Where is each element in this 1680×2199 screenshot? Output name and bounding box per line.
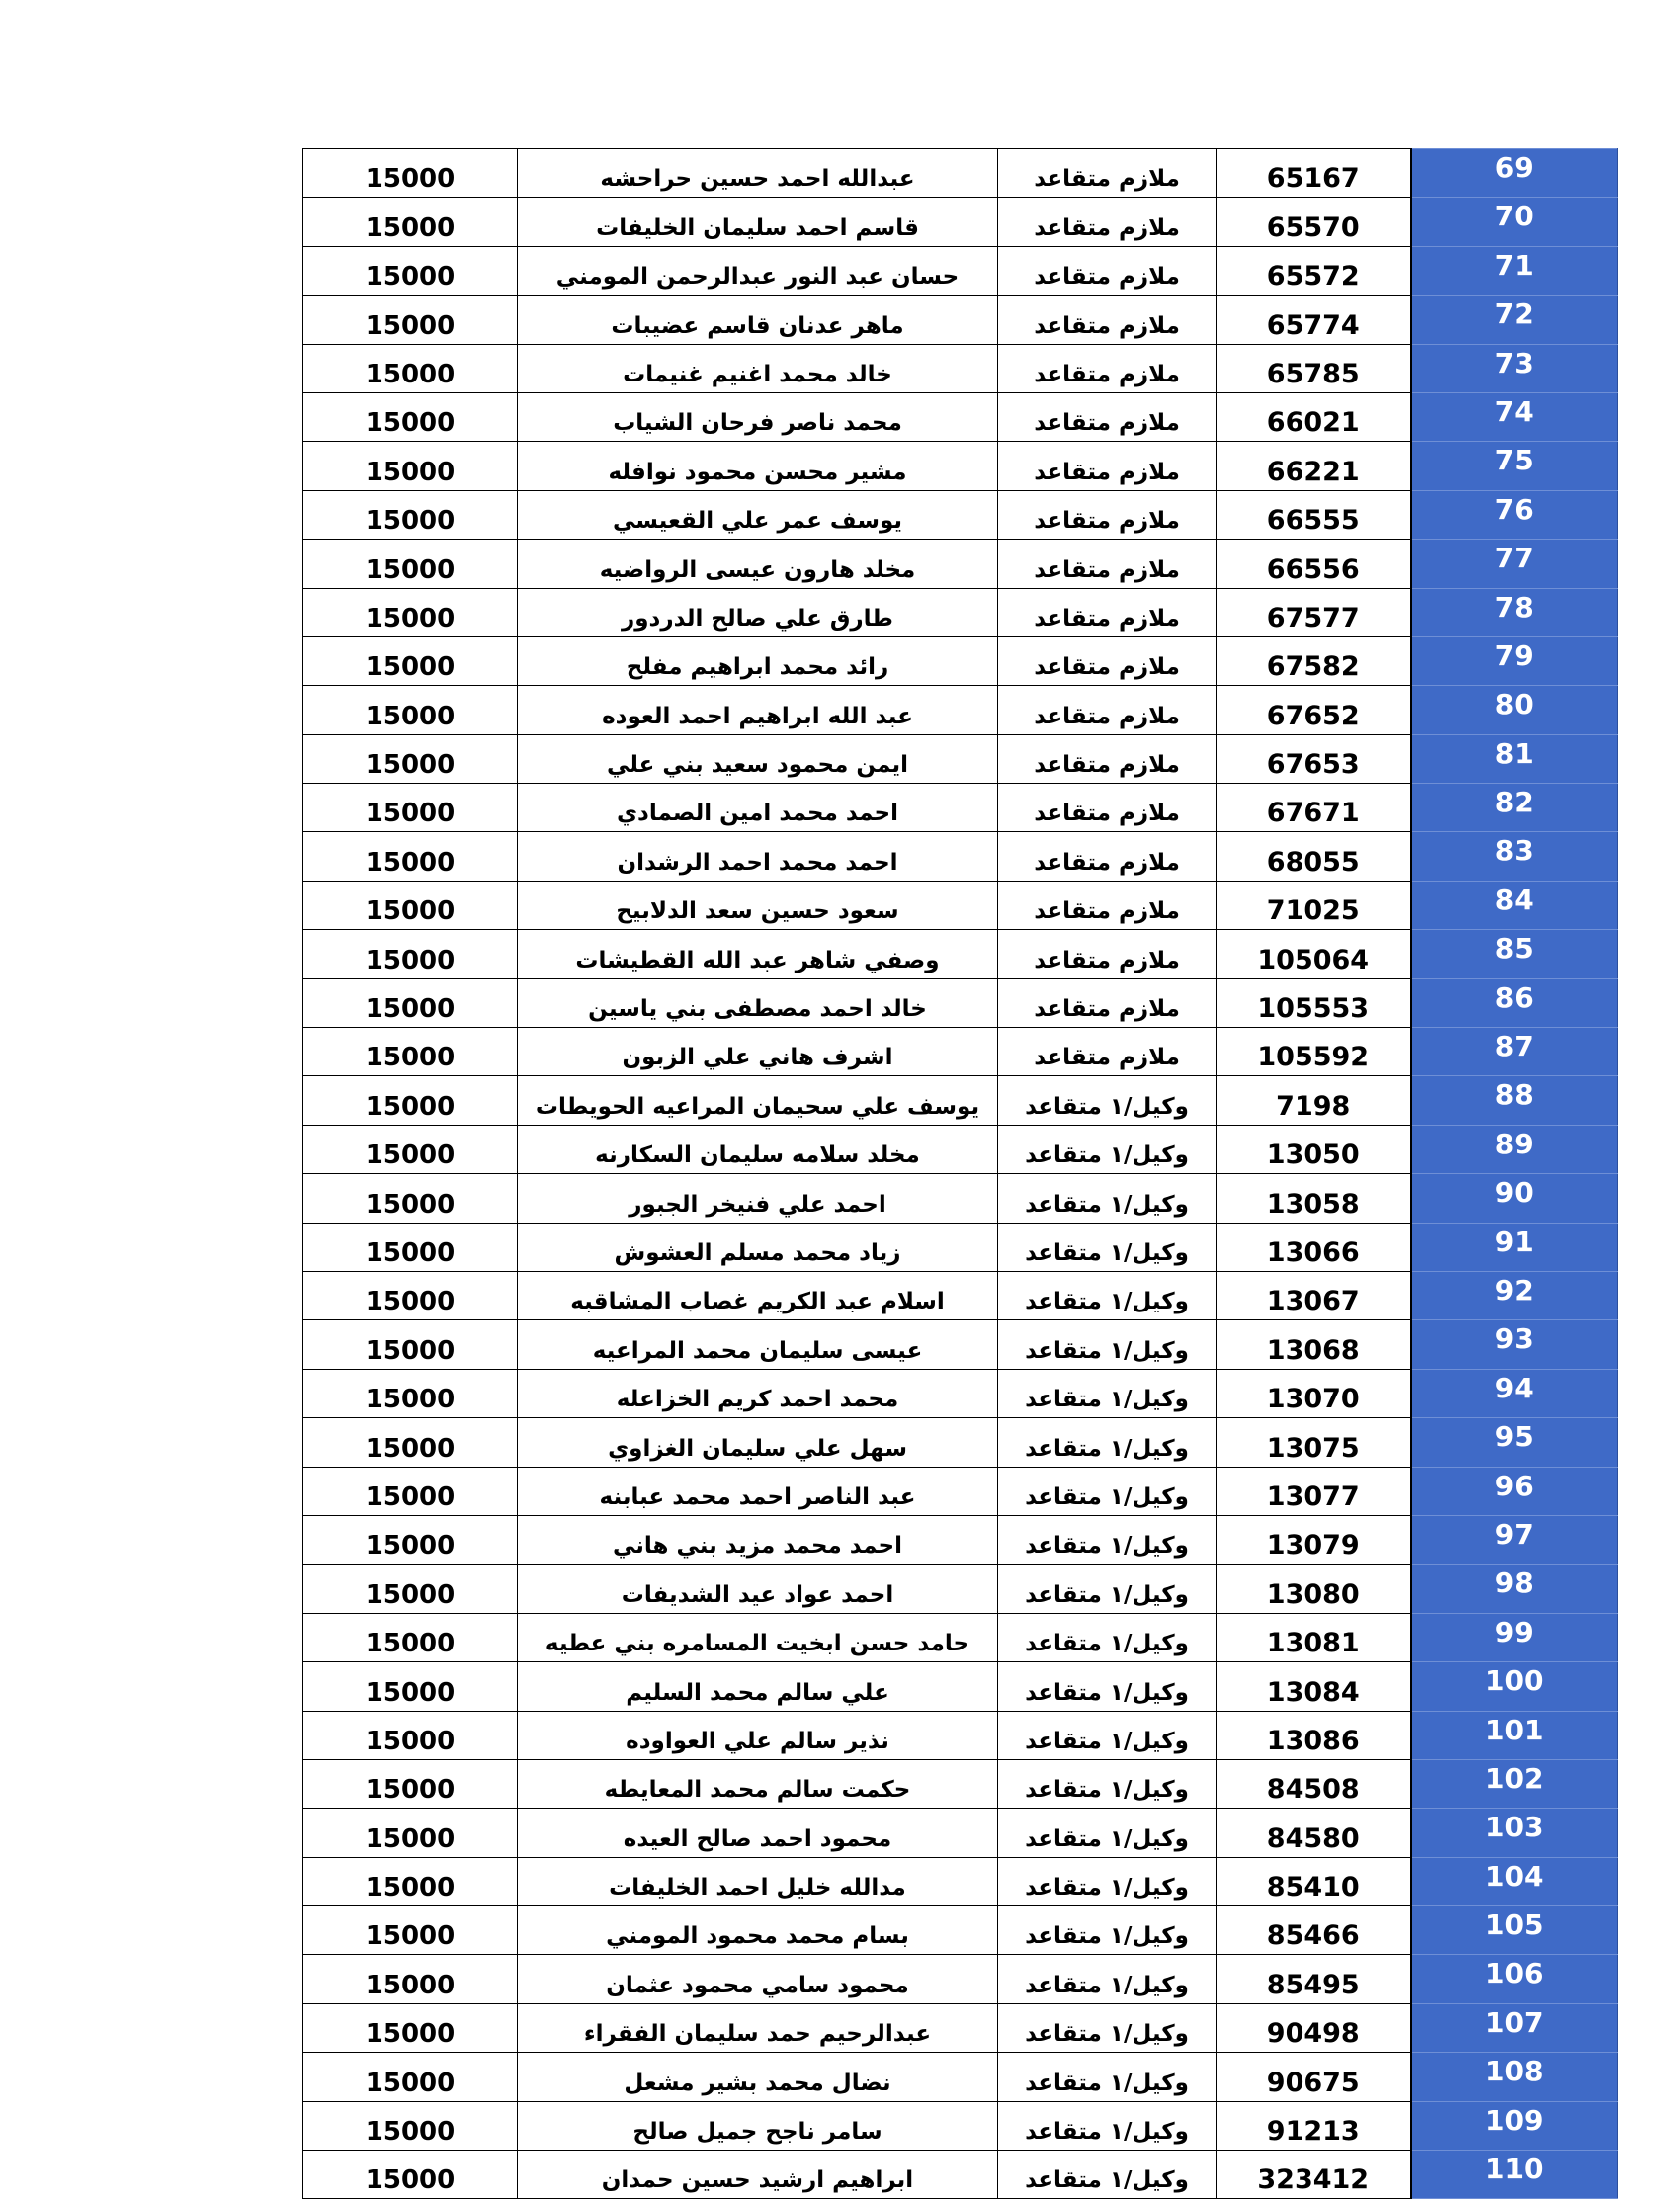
- rank-cell: ملازم متقاعد: [998, 734, 1217, 783]
- military-number-cell: 67582: [1217, 636, 1411, 685]
- table-row: [303, 1271, 1618, 1319]
- sequence-number-cell: 89: [1411, 1125, 1618, 1173]
- amount-cell: 15000: [303, 1906, 518, 1955]
- amount-cell: 15000: [303, 978, 518, 1027]
- military-number-cell: 105592: [1217, 1028, 1411, 1076]
- name-cell: مخلد هارون عيسى الرواضيه: [518, 540, 998, 588]
- rank-cell: وكيل/١ متقاعد: [998, 1955, 1217, 2003]
- sequence-number-cell: 96: [1411, 1467, 1618, 1515]
- amount-cell: 15000: [303, 686, 518, 734]
- amount-cell: 15000: [303, 344, 518, 392]
- name-cell: سهل علي سليمان الغزاوي: [518, 1418, 998, 1467]
- name-cell: محمود احمد صالح العيده: [518, 1809, 998, 1857]
- sequence-number-cell: 102: [1411, 1759, 1618, 1808]
- amount-cell: 15000: [303, 2053, 518, 2101]
- amount-cell: 15000: [303, 832, 518, 881]
- sequence-number-cell: 78: [1411, 588, 1618, 636]
- amount-cell: 15000: [303, 1955, 518, 2003]
- sequence-number-cell: 101: [1411, 1711, 1618, 1759]
- sequence-number-cell: 71: [1411, 246, 1618, 295]
- amount-cell: 15000: [303, 392, 518, 441]
- table-row: [303, 686, 1618, 734]
- military-number-cell: 105553: [1217, 978, 1411, 1027]
- rank-cell: وكيل/١ متقاعد: [998, 1174, 1217, 1223]
- sequence-number-cell: 100: [1411, 1662, 1618, 1711]
- amount-cell: 15000: [303, 198, 518, 246]
- sequence-number-cell: 81: [1411, 734, 1618, 783]
- amount-cell: 15000: [303, 1369, 518, 1417]
- table-row: [303, 1320, 1618, 1369]
- rank-cell: ملازم متقاعد: [998, 296, 1217, 344]
- amount-cell: 15000: [303, 490, 518, 539]
- sequence-number-cell: 73: [1411, 344, 1618, 392]
- sequence-number-cell: 109: [1411, 2101, 1618, 2150]
- table-row: [303, 1857, 1618, 1905]
- rank-cell: ملازم متقاعد: [998, 881, 1217, 929]
- table-row: [303, 149, 1618, 198]
- name-cell: محمد ناصر فرحان الشياب: [518, 392, 998, 441]
- rank-cell: وكيل/١ متقاعد: [998, 2003, 1217, 2052]
- table-row: [303, 1467, 1618, 1515]
- retirees-table: [302, 148, 1618, 2199]
- name-cell: اسلام عبد الكريم غصاب المشاقبه: [518, 1271, 998, 1319]
- name-cell: علي سالم محمد السليم: [518, 1662, 998, 1711]
- table-row: [303, 1613, 1618, 1661]
- table-row: [303, 392, 1618, 441]
- rank-cell: ملازم متقاعد: [998, 344, 1217, 392]
- name-cell: مدالله خليل احمد الخليفات: [518, 1857, 998, 1905]
- table-row: [303, 1711, 1618, 1759]
- name-cell: نذير سالم علي العواوده: [518, 1711, 998, 1759]
- table-row: [303, 490, 1618, 539]
- table-row: [303, 1125, 1618, 1173]
- military-number-cell: 323412: [1217, 2151, 1411, 2199]
- table-row: [303, 784, 1618, 832]
- sequence-number-cell: 76: [1411, 490, 1618, 539]
- military-number-cell: 13066: [1217, 1223, 1411, 1271]
- military-number-cell: 65570: [1217, 198, 1411, 246]
- sequence-number-cell: 83: [1411, 832, 1618, 881]
- sequence-number-cell: 79: [1411, 636, 1618, 685]
- military-number-cell: 66021: [1217, 392, 1411, 441]
- name-cell: عبد الله ابراهيم احمد العوده: [518, 686, 998, 734]
- rank-cell: ملازم متقاعد: [998, 442, 1217, 490]
- retirees-table-body: [303, 149, 1618, 2199]
- rank-cell: وكيل/١ متقاعد: [998, 1467, 1217, 1515]
- military-number-cell: 84580: [1217, 1809, 1411, 1857]
- sequence-number-cell: 77: [1411, 540, 1618, 588]
- military-number-cell: 71025: [1217, 881, 1411, 929]
- table-row: [303, 296, 1618, 344]
- rank-cell: ملازم متقاعد: [998, 588, 1217, 636]
- table-row: [303, 540, 1618, 588]
- amount-cell: 15000: [303, 1467, 518, 1515]
- sequence-number-cell: 88: [1411, 1076, 1618, 1125]
- name-cell: محمد احمد كريم الخزاعله: [518, 1369, 998, 1417]
- rank-cell: وكيل/١ متقاعد: [998, 1271, 1217, 1319]
- name-cell: خالد محمد اغنيم غنيمات: [518, 344, 998, 392]
- sequence-number-cell: 97: [1411, 1515, 1618, 1564]
- rank-cell: وكيل/١ متقاعد: [998, 1223, 1217, 1271]
- name-cell: ايمن محمود سعيد بني علي: [518, 734, 998, 783]
- sequence-number-cell: 99: [1411, 1613, 1618, 1661]
- military-number-cell: 67653: [1217, 734, 1411, 783]
- sequence-number-cell: 87: [1411, 1028, 1618, 1076]
- table-row: [303, 198, 1618, 246]
- amount-cell: 15000: [303, 636, 518, 685]
- rank-cell: ملازم متقاعد: [998, 490, 1217, 539]
- rank-cell: ملازم متقاعد: [998, 978, 1217, 1027]
- name-cell: يوسف عمر علي القعيسي: [518, 490, 998, 539]
- military-number-cell: 13068: [1217, 1320, 1411, 1369]
- table-row: [303, 832, 1618, 881]
- name-cell: قاسم احمد سليمان الخليفات: [518, 198, 998, 246]
- rank-cell: ملازم متقاعد: [998, 198, 1217, 246]
- amount-cell: 15000: [303, 784, 518, 832]
- name-cell: ابراهيم ارشيد حسين حمدان: [518, 2151, 998, 2199]
- military-number-cell: 13079: [1217, 1515, 1411, 1564]
- name-cell: حامد حسن ابخيت المسامره بني عطيه: [518, 1613, 998, 1661]
- amount-cell: 15000: [303, 1662, 518, 1711]
- rank-cell: ملازم متقاعد: [998, 392, 1217, 441]
- table-row: [303, 734, 1618, 783]
- amount-cell: 15000: [303, 1174, 518, 1223]
- rank-cell: ملازم متقاعد: [998, 540, 1217, 588]
- amount-cell: 15000: [303, 1857, 518, 1905]
- name-cell: احمد محمد احمد الرشدان: [518, 832, 998, 881]
- sequence-number-cell: 110: [1411, 2151, 1618, 2199]
- military-number-cell: 67652: [1217, 686, 1411, 734]
- rank-cell: وكيل/١ متقاعد: [998, 1369, 1217, 1417]
- military-number-cell: 67577: [1217, 588, 1411, 636]
- rank-cell: وكيل/١ متقاعد: [998, 1906, 1217, 1955]
- rank-cell: وكيل/١ متقاعد: [998, 1711, 1217, 1759]
- amount-cell: 15000: [303, 1125, 518, 1173]
- amount-cell: 15000: [303, 442, 518, 490]
- name-cell: عبدالرحيم حمد سليمان الفقراء: [518, 2003, 998, 2052]
- amount-cell: 15000: [303, 1565, 518, 1613]
- amount-cell: 15000: [303, 540, 518, 588]
- military-number-cell: 13075: [1217, 1418, 1411, 1467]
- amount-cell: 15000: [303, 588, 518, 636]
- amount-cell: 15000: [303, 1515, 518, 1564]
- sequence-number-cell: 91: [1411, 1223, 1618, 1271]
- amount-cell: 15000: [303, 2151, 518, 2199]
- name-cell: عيسى سليمان محمد المراعيه: [518, 1320, 998, 1369]
- name-cell: مشير محسن محمود نوافله: [518, 442, 998, 490]
- military-number-cell: 65774: [1217, 296, 1411, 344]
- table-row: [303, 1759, 1618, 1808]
- military-number-cell: 91213: [1217, 2101, 1411, 2150]
- sequence-number-cell: 105: [1411, 1906, 1618, 1955]
- military-number-cell: 90498: [1217, 2003, 1411, 2052]
- name-cell: زياد محمد مسلم العشوش: [518, 1223, 998, 1271]
- sequence-number-cell: 90: [1411, 1174, 1618, 1223]
- military-number-cell: 66556: [1217, 540, 1411, 588]
- rank-cell: وكيل/١ متقاعد: [998, 1565, 1217, 1613]
- rank-cell: وكيل/١ متقاعد: [998, 2053, 1217, 2101]
- table-row: [303, 1565, 1618, 1613]
- table-row: [303, 2053, 1618, 2101]
- rank-cell: وكيل/١ متقاعد: [998, 2101, 1217, 2150]
- table-row: [303, 1515, 1618, 1564]
- name-cell: رائد محمد ابراهيم مفلح: [518, 636, 998, 685]
- name-cell: احمد عواد عيد الشديفات: [518, 1565, 998, 1613]
- rank-cell: ملازم متقاعد: [998, 1028, 1217, 1076]
- amount-cell: 15000: [303, 246, 518, 295]
- rank-cell: ملازم متقاعد: [998, 246, 1217, 295]
- name-cell: يوسف علي سحيمان المراعيه الحويطات: [518, 1076, 998, 1125]
- table-row: [303, 2003, 1618, 2052]
- amount-cell: 15000: [303, 1711, 518, 1759]
- rank-cell: وكيل/١ متقاعد: [998, 1515, 1217, 1564]
- table-row: [303, 1809, 1618, 1857]
- name-cell: خالد احمد مصطفى بني ياسين: [518, 978, 998, 1027]
- name-cell: احمد علي فنيخر الجبور: [518, 1174, 998, 1223]
- name-cell: عبد الناصر احمد محمد عبابنه: [518, 1467, 998, 1515]
- military-number-cell: 13070: [1217, 1369, 1411, 1417]
- amount-cell: 15000: [303, 1076, 518, 1125]
- name-cell: حسان عبد النور عبدالرحمن المومني: [518, 246, 998, 295]
- military-number-cell: 66555: [1217, 490, 1411, 539]
- amount-cell: 15000: [303, 1613, 518, 1661]
- amount-cell: 15000: [303, 2101, 518, 2150]
- table-row: [303, 2101, 1618, 2150]
- table-row: [303, 1223, 1618, 1271]
- name-cell: بسام محمد محمود المومني: [518, 1906, 998, 1955]
- rank-cell: وكيل/١ متقاعد: [998, 1857, 1217, 1905]
- amount-cell: 15000: [303, 881, 518, 929]
- military-number-cell: 105064: [1217, 930, 1411, 978]
- name-cell: اشرف هاني علي الزبون: [518, 1028, 998, 1076]
- military-number-cell: 13081: [1217, 1613, 1411, 1661]
- table-row: [303, 1662, 1618, 1711]
- table-row: [303, 881, 1618, 929]
- amount-cell: 15000: [303, 2003, 518, 2052]
- rank-cell: ملازم متقاعد: [998, 832, 1217, 881]
- rank-cell: وكيل/١ متقاعد: [998, 1418, 1217, 1467]
- rank-cell: ملازم متقاعد: [998, 636, 1217, 685]
- sequence-number-cell: 92: [1411, 1271, 1618, 1319]
- amount-cell: 15000: [303, 1759, 518, 1808]
- military-number-cell: 66221: [1217, 442, 1411, 490]
- amount-cell: 15000: [303, 930, 518, 978]
- rank-cell: ملازم متقاعد: [998, 686, 1217, 734]
- military-number-cell: 65572: [1217, 246, 1411, 295]
- rank-cell: ملازم متقاعد: [998, 930, 1217, 978]
- military-number-cell: 85466: [1217, 1906, 1411, 1955]
- name-cell: احمد محمد مزيد بني هاني: [518, 1515, 998, 1564]
- table-row: [303, 1174, 1618, 1223]
- amount-cell: 15000: [303, 1809, 518, 1857]
- table-row: [303, 1076, 1618, 1125]
- name-cell: عبدالله احمد حسين حراحشه: [518, 149, 998, 198]
- sequence-number-cell: 75: [1411, 442, 1618, 490]
- sequence-number-cell: 103: [1411, 1809, 1618, 1857]
- sequence-number-cell: 84: [1411, 881, 1618, 929]
- military-number-cell: 13077: [1217, 1467, 1411, 1515]
- amount-cell: 15000: [303, 734, 518, 783]
- military-number-cell: 90675: [1217, 2053, 1411, 2101]
- military-number-cell: 13080: [1217, 1565, 1411, 1613]
- name-cell: مخلد سلامه سليمان السكارنه: [518, 1125, 998, 1173]
- military-number-cell: 65785: [1217, 344, 1411, 392]
- name-cell: سامر ناجح جميل صالح: [518, 2101, 998, 2150]
- sequence-number-cell: 108: [1411, 2053, 1618, 2101]
- amount-cell: 15000: [303, 1223, 518, 1271]
- rank-cell: وكيل/١ متقاعد: [998, 1809, 1217, 1857]
- military-number-cell: 13084: [1217, 1662, 1411, 1711]
- military-number-cell: 7198: [1217, 1076, 1411, 1125]
- name-cell: نضال محمد بشير مشعل: [518, 2053, 998, 2101]
- sequence-number-cell: 86: [1411, 978, 1618, 1027]
- sequence-number-cell: 85: [1411, 930, 1618, 978]
- sequence-number-cell: 106: [1411, 1955, 1618, 2003]
- rank-cell: وكيل/١ متقاعد: [998, 1662, 1217, 1711]
- name-cell: احمد محمد امين الصمادي: [518, 784, 998, 832]
- table-row: [303, 588, 1618, 636]
- rank-cell: وكيل/١ متقاعد: [998, 1076, 1217, 1125]
- table-row: [303, 930, 1618, 978]
- name-cell: ماهر عدنان قاسم عضيبات: [518, 296, 998, 344]
- table-row: [303, 344, 1618, 392]
- sequence-number-cell: 74: [1411, 392, 1618, 441]
- name-cell: سعود حسين سعد الدلابيح: [518, 881, 998, 929]
- table-row: [303, 1028, 1618, 1076]
- table-row: [303, 1955, 1618, 2003]
- rank-cell: وكيل/١ متقاعد: [998, 1759, 1217, 1808]
- table-row: [303, 442, 1618, 490]
- military-number-cell: 65167: [1217, 149, 1411, 198]
- sequence-number-cell: 107: [1411, 2003, 1618, 2052]
- military-number-cell: 13058: [1217, 1174, 1411, 1223]
- rank-cell: وكيل/١ متقاعد: [998, 1320, 1217, 1369]
- sequence-number-cell: 94: [1411, 1369, 1618, 1417]
- rank-cell: وكيل/١ متقاعد: [998, 2151, 1217, 2199]
- table-row: [303, 246, 1618, 295]
- military-number-cell: 85495: [1217, 1955, 1411, 2003]
- table-row: [303, 636, 1618, 685]
- sequence-number-cell: 70: [1411, 198, 1618, 246]
- rank-cell: وكيل/١ متقاعد: [998, 1125, 1217, 1173]
- military-number-cell: 84508: [1217, 1759, 1411, 1808]
- name-cell: حكمت سالم محمد المعايطه: [518, 1759, 998, 1808]
- name-cell: وصفي شاهر عبد الله القطيشات: [518, 930, 998, 978]
- military-number-cell: 13050: [1217, 1125, 1411, 1173]
- military-number-cell: 13086: [1217, 1711, 1411, 1759]
- amount-cell: 15000: [303, 149, 518, 198]
- name-cell: محمود سامي محمود عثمان: [518, 1955, 998, 2003]
- rank-cell: ملازم متقاعد: [998, 149, 1217, 198]
- amount-cell: 15000: [303, 296, 518, 344]
- military-number-cell: 13067: [1217, 1271, 1411, 1319]
- table-row: [303, 2151, 1618, 2199]
- table-row: [303, 1906, 1618, 1955]
- sequence-number-cell: 95: [1411, 1418, 1618, 1467]
- military-number-cell: 85410: [1217, 1857, 1411, 1905]
- sequence-number-cell: 104: [1411, 1857, 1618, 1905]
- sequence-number-cell: 69: [1411, 149, 1618, 198]
- sequence-number-cell: 93: [1411, 1320, 1618, 1369]
- amount-cell: 15000: [303, 1271, 518, 1319]
- sequence-number-cell: 82: [1411, 784, 1618, 832]
- sequence-number-cell: 80: [1411, 686, 1618, 734]
- sequence-number-cell: 72: [1411, 296, 1618, 344]
- amount-cell: 15000: [303, 1028, 518, 1076]
- rank-cell: وكيل/١ متقاعد: [998, 1613, 1217, 1661]
- name-cell: طارق علي صالح الدردور: [518, 588, 998, 636]
- amount-cell: 15000: [303, 1320, 518, 1369]
- amount-cell: 15000: [303, 1418, 518, 1467]
- table-row: [303, 978, 1618, 1027]
- table-row: [303, 1418, 1618, 1467]
- military-number-cell: 67671: [1217, 784, 1411, 832]
- table-row: [303, 1369, 1618, 1417]
- sequence-number-cell: 98: [1411, 1565, 1618, 1613]
- rank-cell: ملازم متقاعد: [998, 784, 1217, 832]
- military-number-cell: 68055: [1217, 832, 1411, 881]
